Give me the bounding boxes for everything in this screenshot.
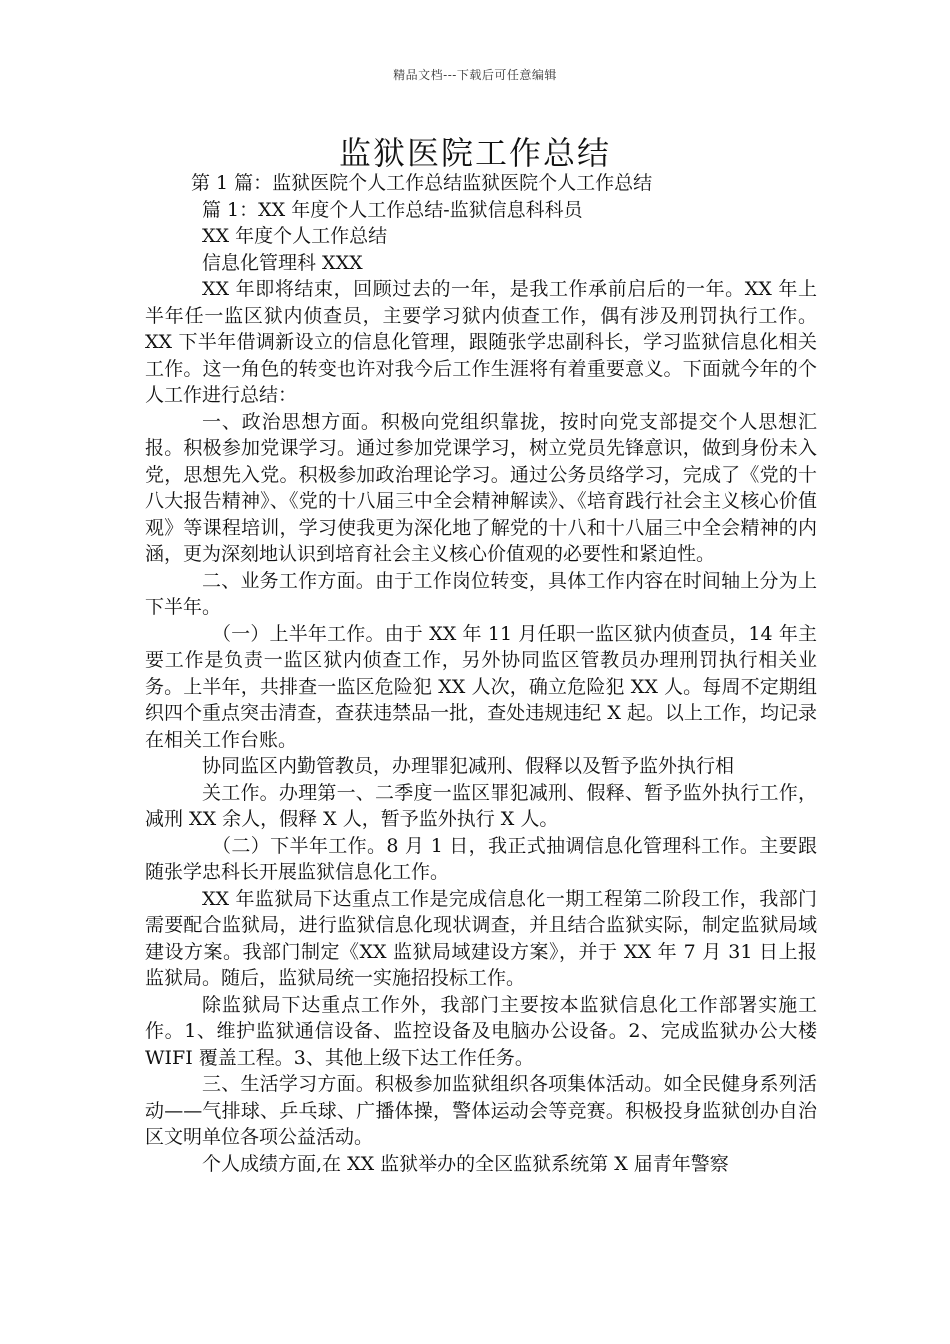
body-paragraph: 个人成绩方面,在 XX 监狱举办的全区监狱系统第 X 届青年警察: [202, 1152, 729, 1175]
body-paragraph: （一）上半年工作。由于 XX 年 11 月任职一监区狱内侦查员，14 年主要工作是负责一监区狱内侦查工作，另外协同监区管教员办理刑罚执行相关业务。上半年，共排查一监区危险犯 XX 人次，确立危险犯 XX 人。每周不定期组织四个重点突击清查，查获违禁品一批，查处违规违纪 X 起。以上工作，均记录在相关工作台账。: [145, 622, 817, 751]
body-paragraph: XX 年即将结束，回顾过去的一年，是我工作承前启后的一年。XX 年上半年任一监区狱内侦查员，主要学习狱内侦查工作，偶有涉及刑罚执行工作。XX 下半年借调新设立的信息化管理，跟随张学忠副科长，学习监狱信息化相关工作。这一角色的转变也许对我今后工作生涯将有着重要意义。下面就今年的个人工作进行总结：: [145, 278, 817, 406]
document-body: [145, 170, 817, 1177]
page-header-note: 精品文档---下载后可任意编辑: [393, 68, 557, 82]
body-paragraph: 除监狱局下达重点工作外，我部门主要按本监狱信息化工作部署实施工作。1、维护监狱通信设备、监控设备及电脑办公设备。2、完成监狱办公大楼 WIFI 覆盖工程。3、其他上级下达工作任务。: [145, 993, 817, 1069]
article-heading: 篇 1：XX 年度个人工作总结-监狱信息科科员: [202, 198, 583, 221]
body-paragraph: XX 年监狱局下达重点工作是完成信息化一期工程第二阶段工作，我部门需要配合监狱局，进行监狱信息化现状调查，并且结合监狱实际，制定监狱局域建设方案。我部门制定《XX 监狱局域建设方案》，并于 XX 年 7 月 31 日上报监狱局。随后，监狱局统一实施招投标工作。: [145, 887, 817, 989]
body-paragraph: 一、政治思想方面。积极向党组织靠拢，按时向党支部提交个人思想汇报。积极参加党课学习。通过参加党课学习，树立党员先锋意识，做到身份未入党，思想先入党。积极参加政治理论学习。通过公务员络学习，完成了《党的十八大报告精神》、《党的十八届三中全会精神解读》、《培育践行社会主义核心价值观》等课程培训，学习使我更为深化地了解党的十八和十八届三中全会精神的内涵，更为深刻地认识到培育社会主义核心价值观的必要性和紧迫性。: [145, 410, 817, 565]
body-paragraph: 三、生活学习方面。积极参加监狱组织各项集体活动。如全民健身系列活动——气排球、乒乓球、广播体操，警体运动会等竞赛。积极投身监狱创办自治区文明单位各项公益活动。: [145, 1073, 817, 1148]
body-paragraph: 协同监区内勤管教员，办理罪犯减刑、假释以及暂予监外执行相: [202, 755, 735, 777]
body-paragraph: （二）下半年工作。8 月 1 日，我正式抽调信息化管理科工作。主要跟随张学忠科长开展监狱信息化工作。: [145, 834, 817, 883]
body-paragraph: 关工作。办理第一、二季度一监区罪犯减刑、假释、暂予监外执行工作，减刑 XX 余人，假释 X 人，暂予监外执行 X 人。: [145, 781, 817, 830]
report-title-line: XX 年度个人工作总结: [202, 225, 388, 247]
author-line: 信息化管理科 XXX: [202, 251, 363, 274]
document-title: 监狱医院工作总结: [338, 134, 611, 172]
section-heading: 第 1 篇：监狱医院个人工作总结监狱医院个人工作总结: [191, 172, 653, 194]
body-paragraph: 二、业务工作方面。由于工作岗位转变，具体工作内容在时间轴上分为上下半年。: [145, 569, 817, 618]
